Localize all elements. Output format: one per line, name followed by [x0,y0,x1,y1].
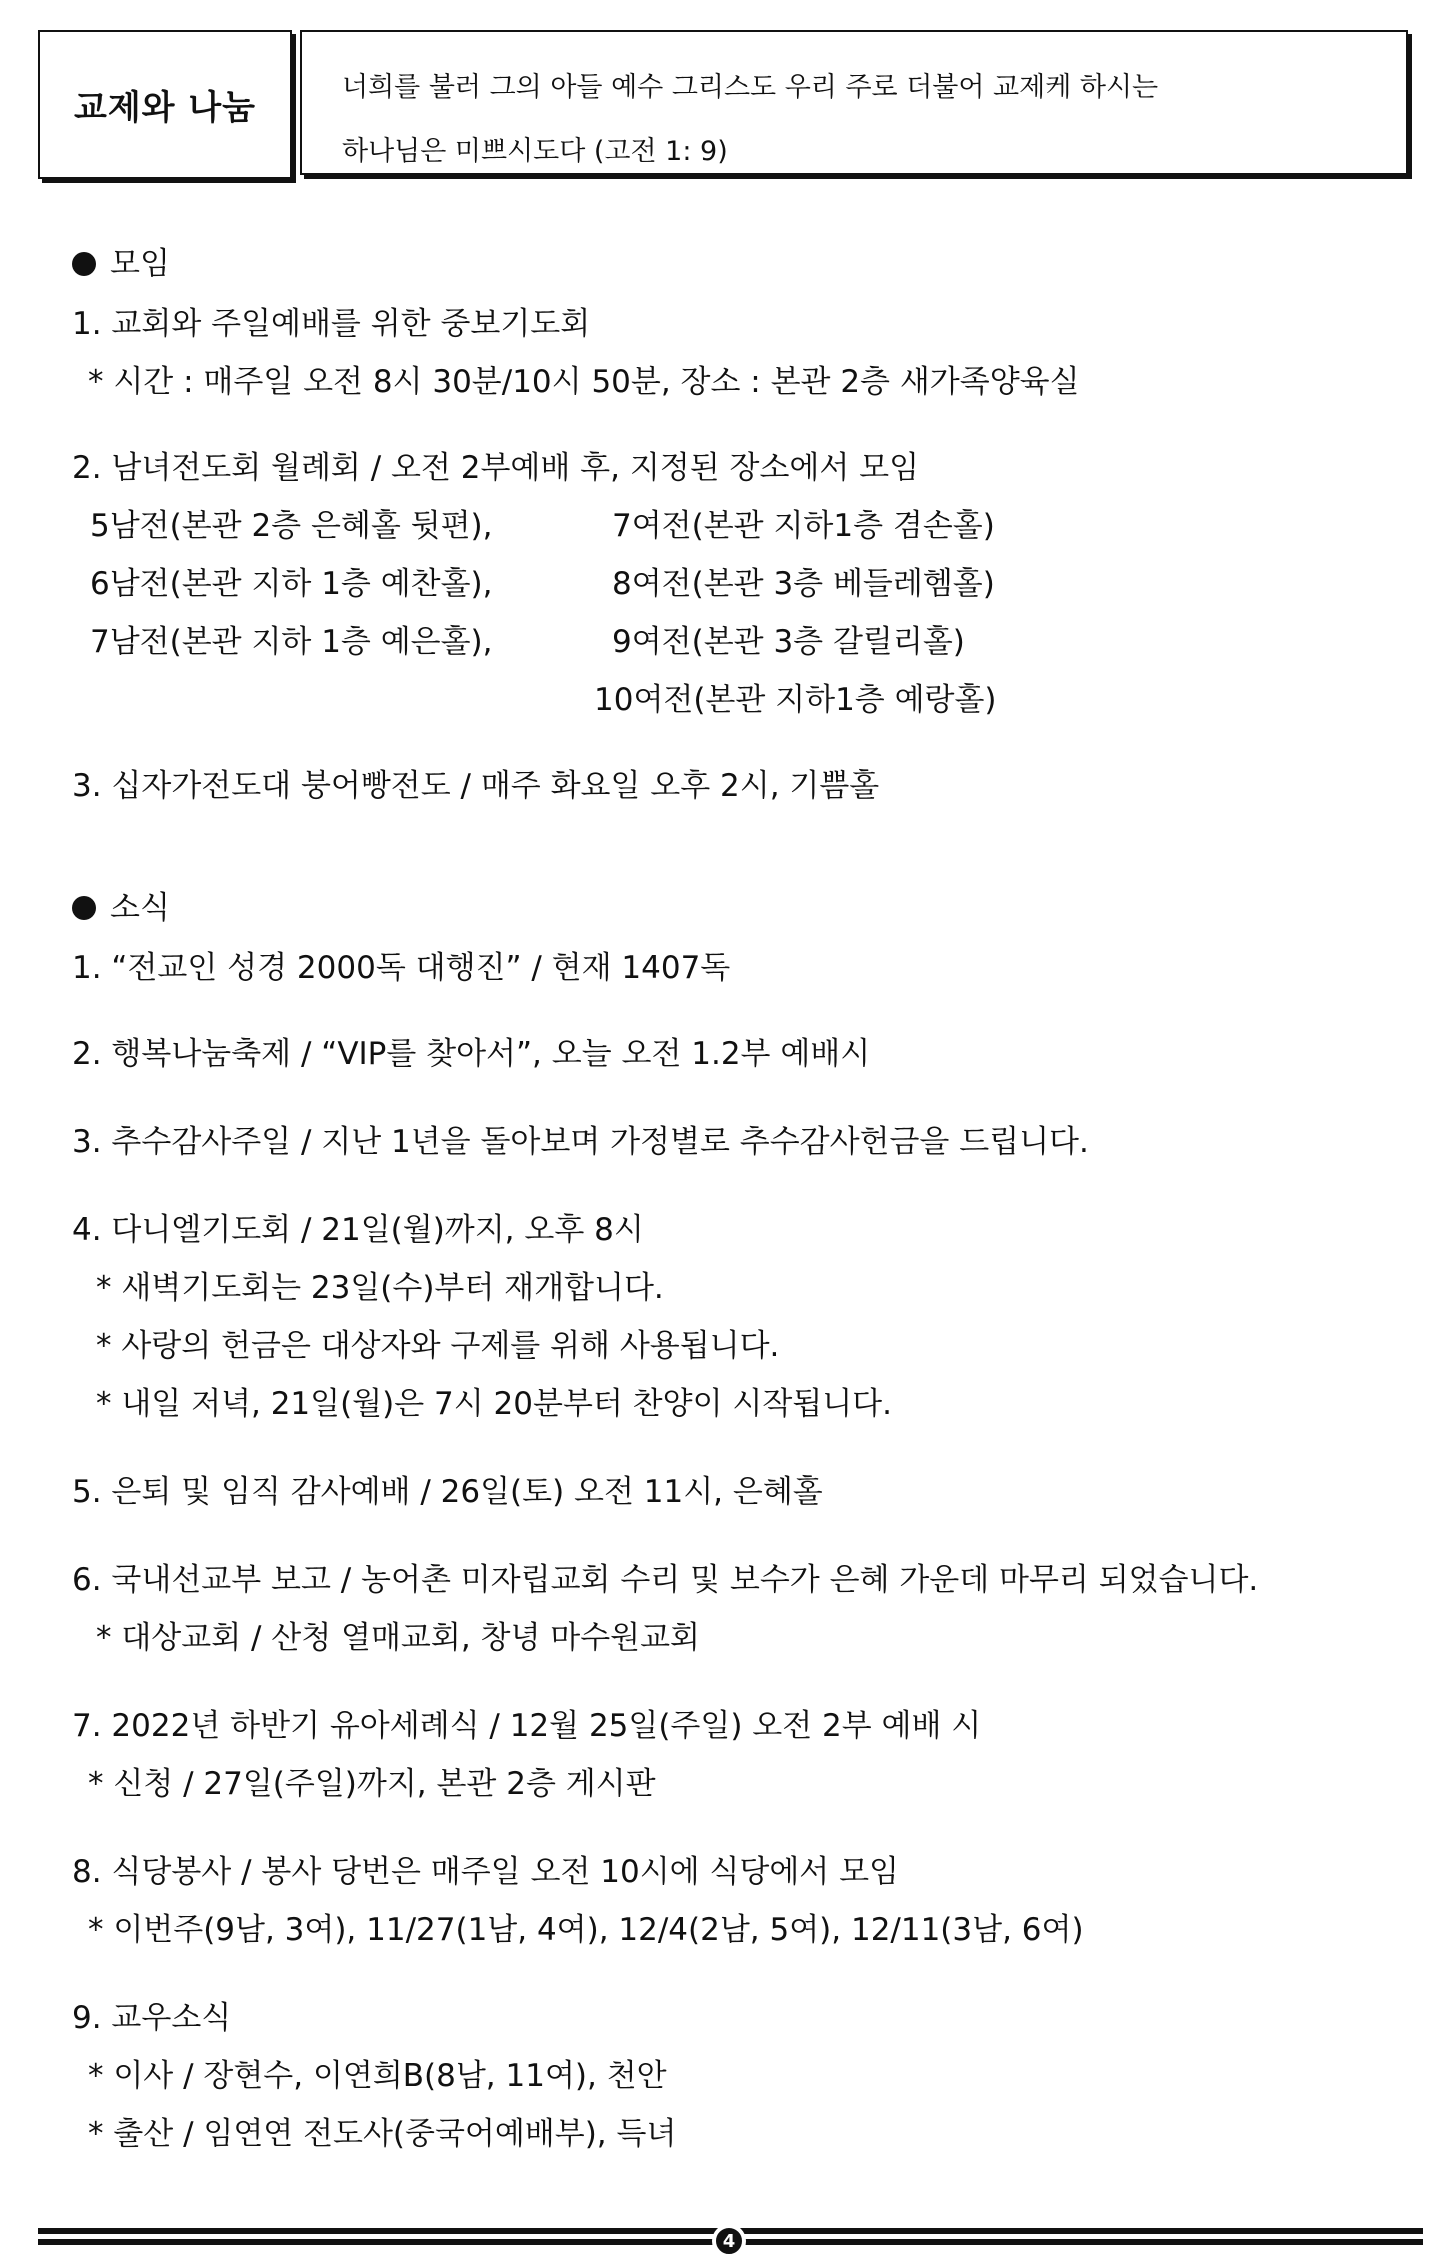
verse-line-2: 하나님은 미쁘시도다 (고전 1: 9) [342,136,728,167]
scripture-verse-box [300,30,1408,175]
news-item-4-detail: * 사랑의 헌금은 대상자와 구제를 위해 사용됩니다. [96,1328,780,1364]
section-title: 교제와 나눔 [38,30,292,179]
meeting-item-3: 3. 십자가전도대 붕어빵전도 / 매주 화요일 오후 2시, 기쁨홀 [72,768,880,804]
news-item-6: 6. 국내선교부 보고 / 농어촌 미자립교회 수리 및 보수가 은혜 가운데 마무리 되었습니다. [72,1562,1259,1598]
news-item-9: 9. 교우소식 [72,2000,232,2036]
news-item-9-detail: * 이사 / 장현수, 이연희B(8남, 11여), 천안 [88,2058,667,2094]
news-item-4: 4. 다니엘기도회 / 21일(월)까지, 오후 8시 [72,1212,644,1248]
women-group-9: 9여전(본관 3층 갈릴리홀) [612,624,965,660]
news-item-2: 2. 행복나눔축제 / “VIP를 찾아서”, 오늘 오전 1.2부 예배시 [72,1036,871,1072]
news-heading: 소식 [72,886,170,930]
news-item-6-detail: * 대상교회 / 산청 열매교회, 창녕 마수원교회 [96,1620,701,1656]
men-group-5: 5남전(본관 2층 은혜홀 뒷편), [90,508,493,544]
meeting-item-2: 2. 남녀전도회 월례회 / 오전 2부예배 후, 지정된 장소에서 모임 [72,450,920,486]
meetings-heading: 모임 [72,242,170,286]
page-header [38,30,1418,182]
news-item-8-detail: * 이번주(9남, 3여), 11/27(1남, 4여), 12/4(2남, 5여), 12/11(3남, 6여) [88,1912,1084,1948]
news-item-7: 7. 2022년 하반기 유아세례식 / 12월 25일(주일) 오전 2부 예배 시 [72,1708,982,1744]
men-group-6: 6남전(본관 지하 1층 예찬홀), [90,566,493,602]
page-number-badge: 4 [712,2224,746,2258]
bullet-icon [72,896,96,920]
news-item-1: 1. “전교인 성경 2000독 대행진” / 현재 1407독 [72,950,731,986]
men-group-7: 7남전(본관 지하 1층 예은홀), [90,624,493,660]
news-item-4-detail: * 새벽기도회는 23일(수)부터 재개합니다. [96,1270,664,1306]
bullet-icon [72,252,96,276]
meeting-item-1: 1. 교회와 주일예배를 위한 중보기도회 [72,306,591,342]
meeting-item-1-detail: * 시간 : 매주일 오전 8시 30분/10시 50분, 장소 : 본관 2층 새가족양육실 [88,364,1080,400]
verse-line-1: 너희를 불러 그의 아들 예수 그리스도 우리 주로 더불어 교제케 하시는 [342,72,1159,103]
news-item-9-detail: * 출산 / 임연연 전도사(중국어예배부), 득녀 [88,2116,677,2152]
news-item-8: 8. 식당봉사 / 봉사 당번은 매주일 오전 10시에 식당에서 모임 [72,1854,899,1890]
news-item-7-detail: * 신청 / 27일(주일)까지, 본관 2층 게시판 [88,1766,656,1802]
news-item-5: 5. 은퇴 및 임직 감사예배 / 26일(토) 오전 11시, 은혜홀 [72,1474,823,1510]
women-group-8: 8여전(본관 3층 베들레헴홀) [612,566,995,602]
news-item-3: 3. 추수감사주일 / 지난 1년을 돌아보며 가정별로 추수감사헌금을 드립니다. [72,1124,1089,1160]
women-group-10: 10여전(본관 지하1층 예랑홀) [594,682,997,718]
news-item-4-detail: * 내일 저녁, 21일(월)은 7시 20분부터 찬양이 시작됩니다. [96,1386,892,1422]
page-footer [38,2228,1423,2250]
women-group-7: 7여전(본관 지하1층 겸손홀) [612,508,995,544]
